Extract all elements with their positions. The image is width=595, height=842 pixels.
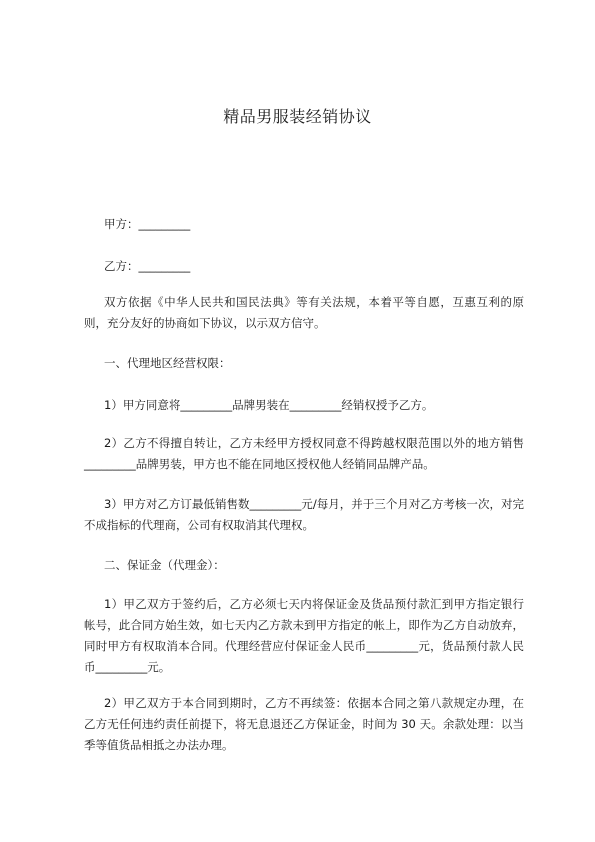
section-1-item-3: 3）甲方对乙方订最低销售数_________元/每月，并于三个月对乙方考核一次，对完不成指标的代理商，公司有权取消其代理权。 bbox=[84, 497, 524, 532]
section-2-item-2: 2）甲乙双方于本合同到期时，乙方不再续签：依据本合同之第八款规定办理，在乙方无任何违约责任前提下，将无息退还乙方保证金，时间为 30 天。余款处理：以当季等值货品相抵之办法办理。 bbox=[84, 696, 524, 752]
party-b-line: 乙方：_________ bbox=[104, 259, 191, 273]
section-1-heading: 一、代理地区经营权限： bbox=[104, 356, 231, 370]
section-2-item-1: 1）甲乙双方于签约后，乙方必须七天内将保证金及货品预付款汇到甲方指定银行帐号，此合同方始生效，如七天内乙方款未到甲方指定的帐上，即作为乙方自动放弃，同时甲方有权取消本合同。代理经营应付保证金人民币_________元，货品预付款人民币_________元。 bbox=[84, 597, 524, 674]
section-1-item-1: 1）甲方同意将_________品牌男装在_________经销权授予乙方。 bbox=[104, 398, 434, 412]
intro-paragraph: 双方依据《中华人民共和国民法典》等有关法规，本着平等自愿，互惠互利的原则，充分友好的协商如下协议，以示双方信守。 bbox=[84, 295, 524, 330]
party-a-line: 甲方：_________ bbox=[104, 217, 191, 231]
section-1-item-2: 2）乙方不得擅自转让，乙方未经甲方授权同意不得跨越权限范围以外的地方销售_________品牌男装，甲方也不能在同地区授权他人经销同品牌产品。 bbox=[84, 436, 524, 471]
section-2-heading: 二、保证金（代理金）： bbox=[104, 558, 225, 572]
document-title: 精品男服装经销协议 bbox=[223, 107, 372, 126]
